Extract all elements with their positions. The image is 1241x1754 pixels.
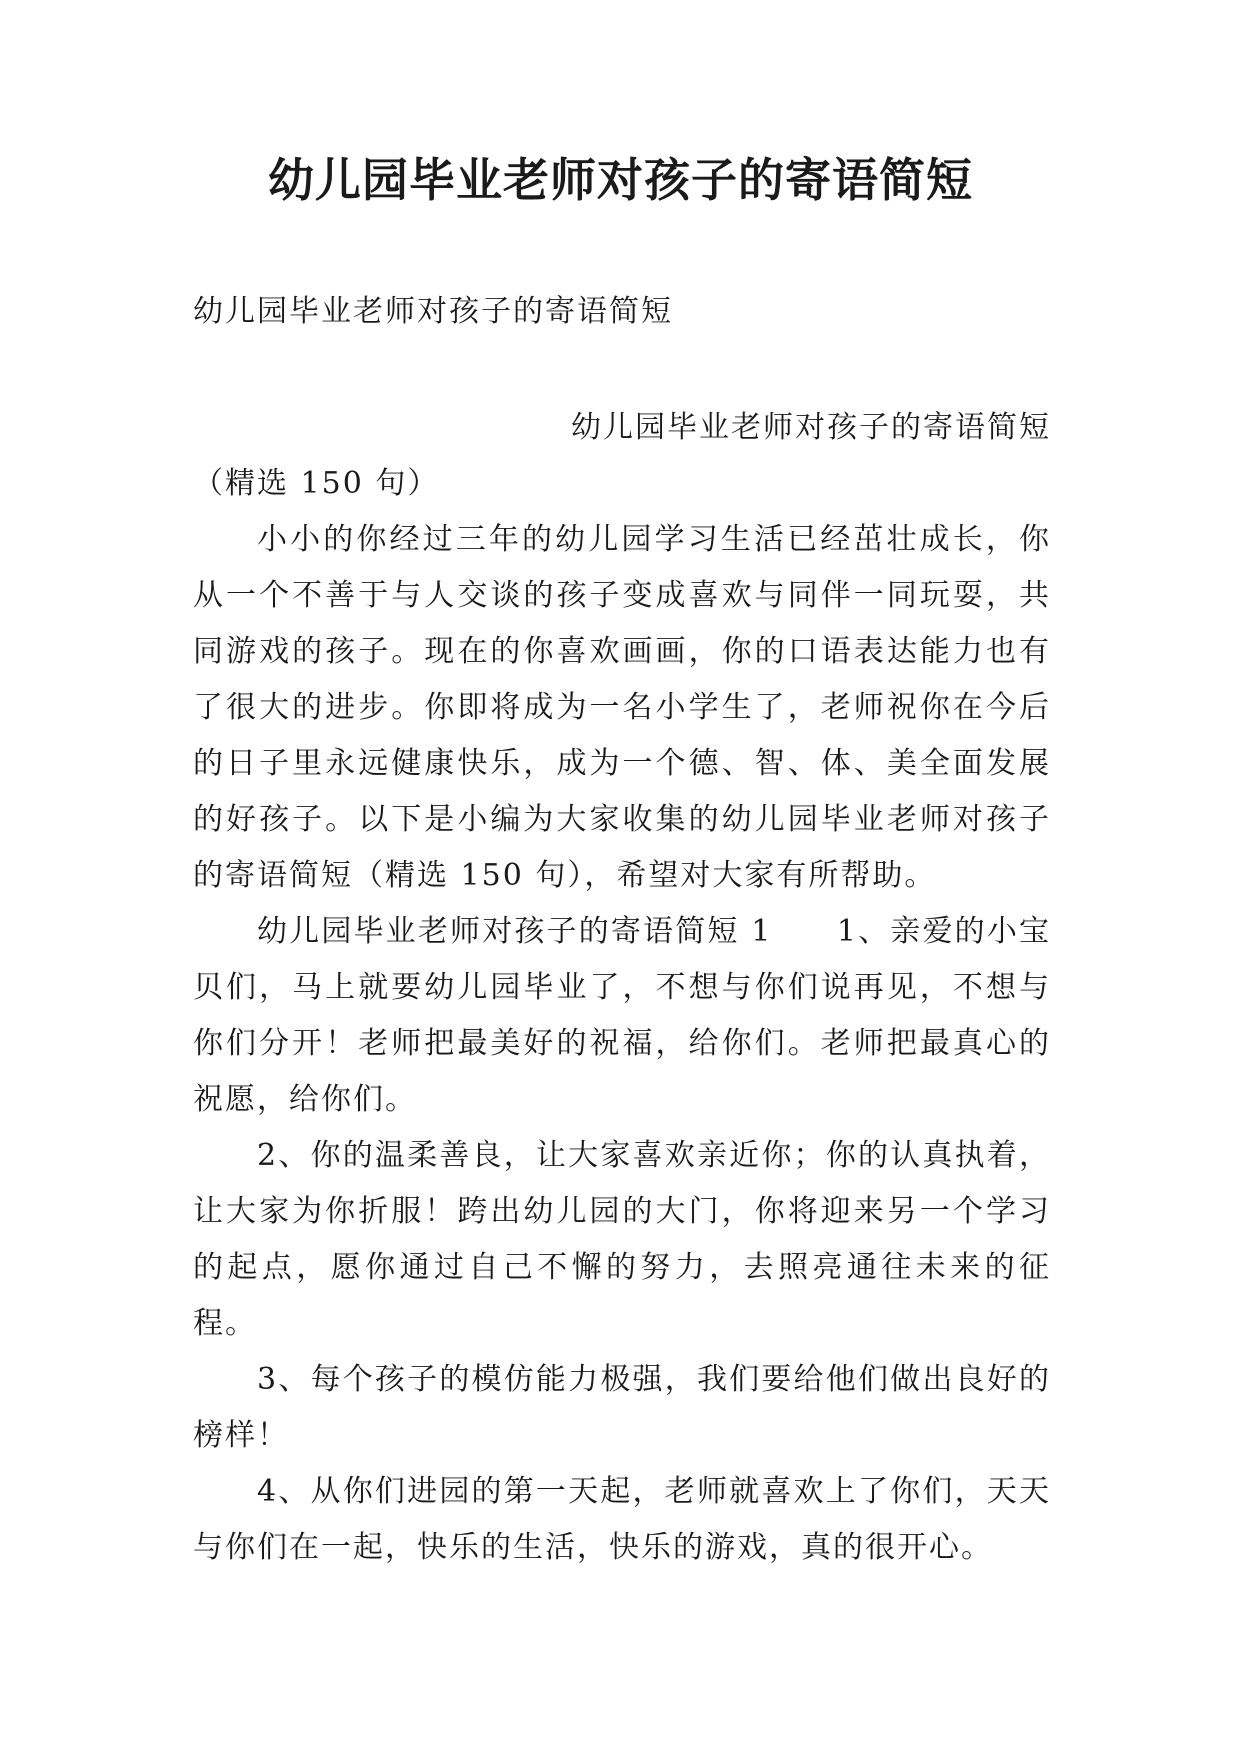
section-heading: 幼儿园毕业老师对孩子的寄语简短 [571,410,1051,445]
document-subtitle: 幼儿园毕业老师对孩子的寄语简短 [193,294,673,329]
paragraph-item-3: 3、每个孩子的模仿能力极强，我们要给他们做出良好的榜样！ [193,1362,1051,1453]
document-body [193,400,1051,1576]
paragraph-intro: 小小的你经过三年的幼儿园学习生活已经茁壮成长，你从一个不善于与人交谈的孩子变成喜欢与同伴一同玩耍，共同游戏的孩子。现在的你喜欢画画，你的口语表达能力也有了很大的进步。你即将成为一名小学生了，老师祝你在今后的日子里永远健康快乐，成为一个德、智、体、美全面发展的好孩子。以下是小编为大家收集的幼儿园毕业老师对孩子的寄语简短（精选 150 句），希望对大家有所帮助。 [193,522,1051,893]
paragraph-item-1: 幼儿园毕业老师对孩子的寄语简短 1 1、亲爱的小宝贝们，马上就要幼儿园毕业了，不想与你们说再见，不想与你们分开！老师把最美好的祝福，给你们。老师把最真心的祝愿，给你们。 [193,914,1051,1117]
paragraph-item-2: 2、你的温柔善良，让大家喜欢亲近你；你的认真执着，让大家为你折服！跨出幼儿园的大门，你将迎来另一个学习的起点，愿你通过自己不懈的努力，去照亮通往未来的征程。 [193,1138,1051,1341]
paragraph-item-4: 4、从你们进园的第一天起，老师就喜欢上了你们，天天与你们在一起，快乐的生活，快乐的游戏，真的很开心。 [193,1474,1051,1565]
section-heading-note: （精选 150 句） [193,466,440,501]
document-title: 幼儿园毕业老师对孩子的寄语简短 [268,153,973,207]
